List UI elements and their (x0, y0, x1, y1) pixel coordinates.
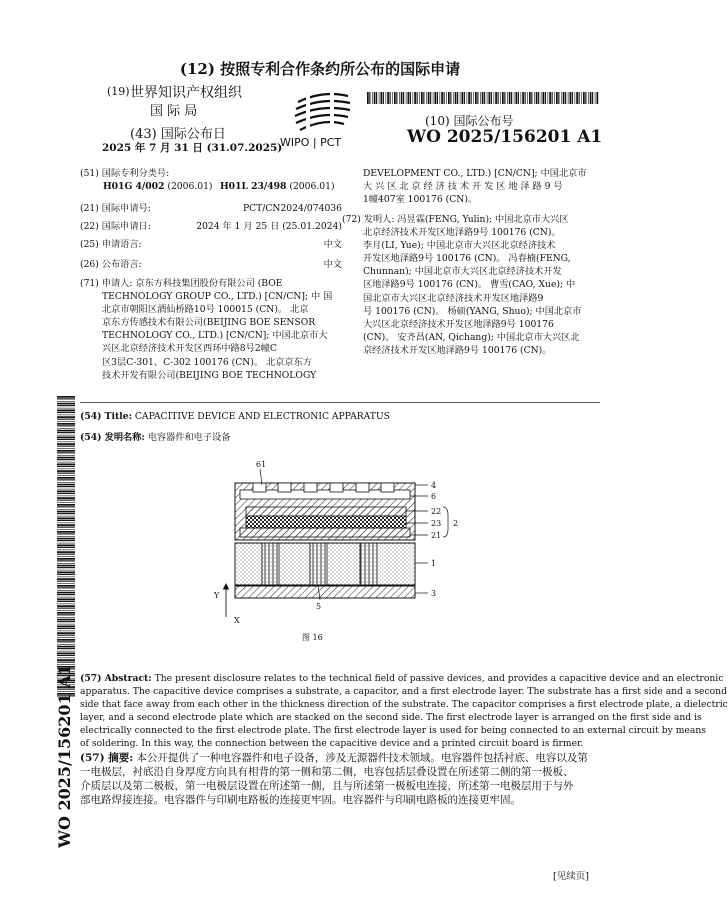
org-code: (19) (107, 85, 130, 98)
svg-text:21: 21 (431, 531, 442, 540)
layer-22 (246, 507, 406, 516)
org-name: 世界知识产权组织 (130, 85, 242, 101)
svg-text:X: X (234, 616, 240, 625)
ipc-entry-2: H01L 23/498 (2006.01) (220, 181, 335, 192)
side-barcode (57, 396, 75, 696)
document-title: (12) 按照专利合作条约所公布的国际申请 (179, 60, 461, 78)
pub-no-label: (10) 国际公布号 (425, 114, 514, 128)
top-barcode (367, 92, 597, 104)
figure-caption: 图 16 (302, 633, 323, 642)
abstract-en: (57) Abstract: The present disclosure relates to the technical field of passive devices, and provides a capacitive device and an electronic apparatus. The capacitive device comprises a substrate, a capacitor, and a first electrode layer. The substrate has a first side and a second side that face away from each other in the thickness direction of the substrate. The capacitor comprises a first electrode plate, a dielectric layer, and a second electrode plate which are stacked on the second side. The first electrode layer is arranged on the first side and is electrically connected to the first electrode plate. The first electrode layer is used for being connected to an external circuit by means of soldering. In this way, the connection between the capacitive device and a printed circuit board is firmer. (80, 673, 728, 749)
continued-note: [见续页] (553, 871, 589, 882)
figure-16 (200, 455, 480, 660)
applicants: (71) 申请人: 京东方科技集团股份有限公司 (BOE TECHNOLOGY GROUP CO., LTD.) [CN/CN]; 中 国 北京市朝阳区酒仙桥路10号 100015 (CN)。 北京 京东方传感技术有限公司(BEIJING BOE SENSOR TECHNOLOGY CO., LTD.) [CN/CN]; 中国北京市大 兴区北京经济技术开发区西环中路8号2幢C 区3层C-301、C-302 100176 (CN)。 北京京东方 技术开发有限公司(BEIJING BOE TECHNOLOGY (80, 278, 333, 381)
svg-text:2: 2 (453, 519, 459, 528)
title-zh: (54) 发明名称: 电容器件和电子设备 (80, 432, 231, 443)
org-sub: 国 际 局 (150, 104, 198, 119)
via-1 (262, 543, 279, 585)
pub-date: 2025 年 7 月 31 日 (31.07.2025) (102, 142, 283, 154)
svg-text:23: 23 (431, 519, 442, 528)
via-2 (310, 543, 327, 585)
side-pub-no: WO 2025/156201 A1 (55, 664, 74, 848)
svg-text:22: 22 (431, 507, 442, 516)
ipc-label: (51) 国际专利分类号: (80, 168, 170, 179)
via-3 (360, 543, 377, 585)
svg-text:1: 1 (431, 559, 437, 568)
inventors: (72) 发明人: 冯昱霖(FENG, Yulin); 中国北京市大兴区 北京经济技术开发区地泽路9号 100176 (CN)。 李月(LI, Yue); 中国北京市大兴区北京经济技术 开发区地泽路9号 100176 (CN)。 冯春楠(FENG, Chunnan); 中国北京市大兴区北京经济技术开发 区地泽路9号 100176 (CN)。 曹雪(CAO, Xue); 中 国北京市大兴区北京经济技术开发区地泽路9 号 100176 (CN)。 杨硕(YANG, Shuo); 中国北京市 大兴区北京经济技术开发区地泽路9号 100176 (CN)。 安齐昌(AN, Qichang); 中国北京市大兴区北 京经济技术开发区地泽路9号 100176 (CN)。 (342, 214, 582, 356)
pub-no: WO 2025/156201 A1 (407, 127, 603, 147)
abstract-zh: (57) 摘要: 本公开提供了一种电容器件和电子设备，涉及无源器件技术领域。电容器件包括衬底、电容以及第 一电极层，衬底沿自身厚度方向具有相背的第一侧和第二侧，电容包括层叠设置在所述第二侧的第一极板、 介质层以及第二极板，第一电极层设置在所述第一侧，且与所述第一极板电连接，所述第一电极层用于与外 部电路焊接连接。电容器件与印刷电路板的连接更牢固。电容器件与印刷电路板的连接更牢固。 (80, 752, 588, 806)
layer-3 (235, 586, 415, 598)
section-divider (80, 402, 600, 403)
svg-text:61: 61 (256, 460, 267, 469)
layer-21 (240, 528, 410, 537)
applicant-continued: DEVELOPMENT CO., LTD.) [CN/CN]; 中国北京市 大 兴 区 北 京 经 济 技 术 开 发 区 地 泽 路 9 号 1幢407室 100176 (CN)。 (363, 168, 587, 206)
wipo-logo-text: WIPO | PCT (280, 136, 342, 149)
svg-text:6: 6 (431, 492, 437, 501)
ipc-entry-1: H01G 4/002 (2006.01) (103, 181, 213, 192)
title-en: (54) Title: CAPACITIVE DEVICE AND ELECTRONIC APPARATUS (80, 411, 390, 422)
wipo-logo (278, 82, 368, 150)
svg-text:4: 4 (431, 481, 437, 490)
layer-23 (246, 516, 406, 528)
svg-text:3: 3 (431, 589, 437, 598)
pub-date-label: (43) 国际公布日 (130, 127, 226, 142)
svg-text:5: 5 (316, 602, 322, 611)
svg-text:Y: Y (214, 591, 220, 600)
